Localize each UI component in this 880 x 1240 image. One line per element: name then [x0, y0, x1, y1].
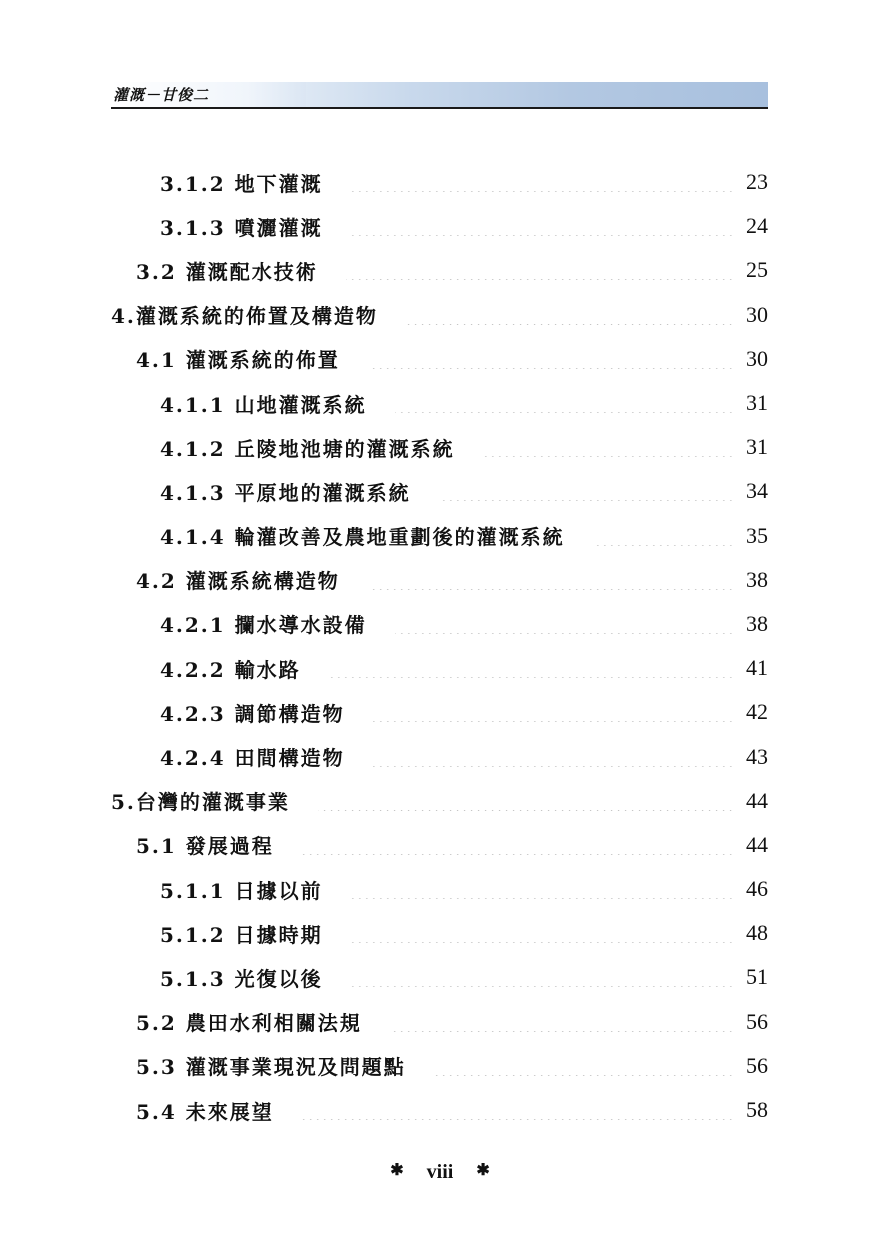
- toc-entry-page: 35: [746, 522, 768, 548]
- toc-dot-leader: [368, 570, 734, 590]
- toc-dot-leader: [351, 967, 734, 987]
- toc-entry-title: 5.台灣的灌溉事業: [111, 790, 290, 815]
- toc-dot-leader: [318, 791, 734, 811]
- footer-star-right-icon: ✱: [476, 1162, 490, 1179]
- toc-dot-leader: [390, 1012, 734, 1032]
- toc-entry-page: 46: [746, 876, 768, 902]
- toc-entry-title: 4.1.1 山地灌溉系統: [160, 392, 367, 417]
- toc-entry-title: 5.3 灌溉事業現況及問題點: [136, 1055, 406, 1080]
- toc-entry[interactable]: [0, 823, 880, 867]
- toc-entry[interactable]: [0, 911, 880, 955]
- toc-entry-title: 5.1.2 日據時期: [160, 922, 323, 947]
- toc-entry[interactable]: [0, 690, 880, 734]
- toc-entry-title: 4.2 灌溉系統構造物: [136, 569, 340, 594]
- toc-entry-page: 56: [746, 1052, 768, 1078]
- header-tab: [111, 82, 306, 107]
- toc-entry-page: 38: [746, 610, 768, 636]
- toc-entry[interactable]: [0, 867, 880, 911]
- toc-dot-leader: [346, 260, 734, 280]
- toc-entry-page: 43: [746, 743, 768, 769]
- toc-entry-title: 4.1.2 丘陵地池塘的灌溉系統: [160, 436, 455, 461]
- toc-entry-title: 5.4 未來展望: [136, 1099, 274, 1124]
- toc-entry[interactable]: [0, 955, 880, 999]
- toc-dot-leader: [373, 702, 734, 722]
- toc-entry-title: 4.1 灌溉系統的佈置: [136, 348, 340, 373]
- toc-entry[interactable]: [0, 160, 880, 204]
- toc-entry-page: 23: [746, 169, 768, 195]
- toc-dot-leader: [329, 658, 734, 678]
- toc-entry-page: 44: [746, 787, 768, 813]
- toc-entry-page: 41: [746, 655, 768, 681]
- toc-entry-page: 56: [746, 1008, 768, 1034]
- toc-entry-page: 31: [746, 390, 768, 416]
- toc-entry-page: 44: [746, 831, 768, 857]
- toc-entry[interactable]: [0, 204, 880, 248]
- toc-entry[interactable]: [0, 1088, 880, 1132]
- toc-dot-leader: [351, 216, 734, 236]
- toc-entry-page: 34: [746, 478, 768, 504]
- toc-entry-title: 5.1.3 光復以後: [160, 966, 323, 991]
- toc-entry-title: 3.1.3 噴灑灌溉: [160, 215, 323, 240]
- toc-entry[interactable]: [0, 469, 880, 513]
- toc-entry-title: 5.1 發展過程: [136, 834, 274, 859]
- toc-entry-page: 25: [746, 257, 768, 283]
- toc-entry[interactable]: [0, 337, 880, 381]
- toc-entry-title: 3.1.2 地下灌溉: [160, 171, 323, 196]
- toc-dot-leader: [373, 747, 734, 767]
- toc-entry-title: 4.1.4 輪灌改善及農地重劃後的灌溉系統: [160, 525, 565, 550]
- toc-entry-page: 30: [746, 345, 768, 371]
- toc-dot-leader: [395, 614, 734, 634]
- toc-entry-page: 48: [746, 920, 768, 946]
- toc-entry[interactable]: [0, 248, 880, 292]
- header-band: [111, 82, 768, 107]
- toc-dot-leader: [593, 526, 734, 546]
- toc-dot-leader: [439, 481, 734, 501]
- toc-entry-title: 3.2 灌溉配水技術: [136, 259, 318, 284]
- toc-entry-title: 5.1.1 日據以前: [160, 878, 323, 903]
- toc-entry[interactable]: [0, 779, 880, 823]
- toc-dot-leader: [406, 305, 734, 325]
- toc-entry-page: 38: [746, 566, 768, 592]
- toc-entry[interactable]: [0, 381, 880, 425]
- running-header-title: 灌溉－甘俊二: [113, 86, 210, 104]
- header-rule: [111, 107, 768, 109]
- toc-entry[interactable]: [0, 602, 880, 646]
- toc-dot-leader: [395, 393, 734, 413]
- toc-entry[interactable]: [0, 1044, 880, 1088]
- footer-star-left-icon: ✱: [390, 1162, 404, 1179]
- toc-entry[interactable]: [0, 1000, 880, 1044]
- toc-entry-title: 5.2 農田水利相關法規: [136, 1011, 362, 1036]
- toc-entry-page: 51: [746, 964, 768, 990]
- toc-entry[interactable]: [0, 558, 880, 602]
- toc-dot-leader: [368, 349, 734, 369]
- toc-dot-leader: [351, 879, 734, 899]
- toc-entry-page: 31: [746, 434, 768, 460]
- toc-dot-leader: [302, 1100, 734, 1120]
- toc-entry-title: 4.2.1 攔水導水設備: [160, 613, 367, 638]
- toc-entry[interactable]: [0, 425, 880, 469]
- table-of-contents: [0, 160, 880, 1132]
- toc-entry-page: 58: [746, 1097, 768, 1123]
- toc-dot-leader: [302, 835, 734, 855]
- toc-entry-title: 4.灌溉系統的佈置及構造物: [111, 304, 378, 329]
- toc-dot-leader: [483, 437, 734, 457]
- toc-dot-leader: [434, 1056, 734, 1076]
- page-footer: [0, 1160, 880, 1184]
- page-number: viii: [426, 1161, 454, 1183]
- toc-entry[interactable]: [0, 734, 880, 778]
- toc-entry-page: 42: [746, 699, 768, 725]
- toc-dot-leader: [351, 172, 734, 192]
- toc-entry[interactable]: [0, 293, 880, 337]
- toc-dot-leader: [351, 923, 734, 943]
- toc-entry-page: 30: [746, 301, 768, 327]
- toc-entry[interactable]: [0, 514, 880, 558]
- toc-entry-title: 4.2.4 田間構造物: [160, 746, 345, 771]
- toc-entry-title: 4.1.3 平原地的灌溉系統: [160, 480, 411, 505]
- toc-entry-title: 4.2.2 輸水路: [160, 657, 301, 682]
- toc-entry-page: 24: [746, 213, 768, 239]
- toc-entry-title: 4.2.3 調節構造物: [160, 701, 345, 726]
- toc-entry[interactable]: [0, 646, 880, 690]
